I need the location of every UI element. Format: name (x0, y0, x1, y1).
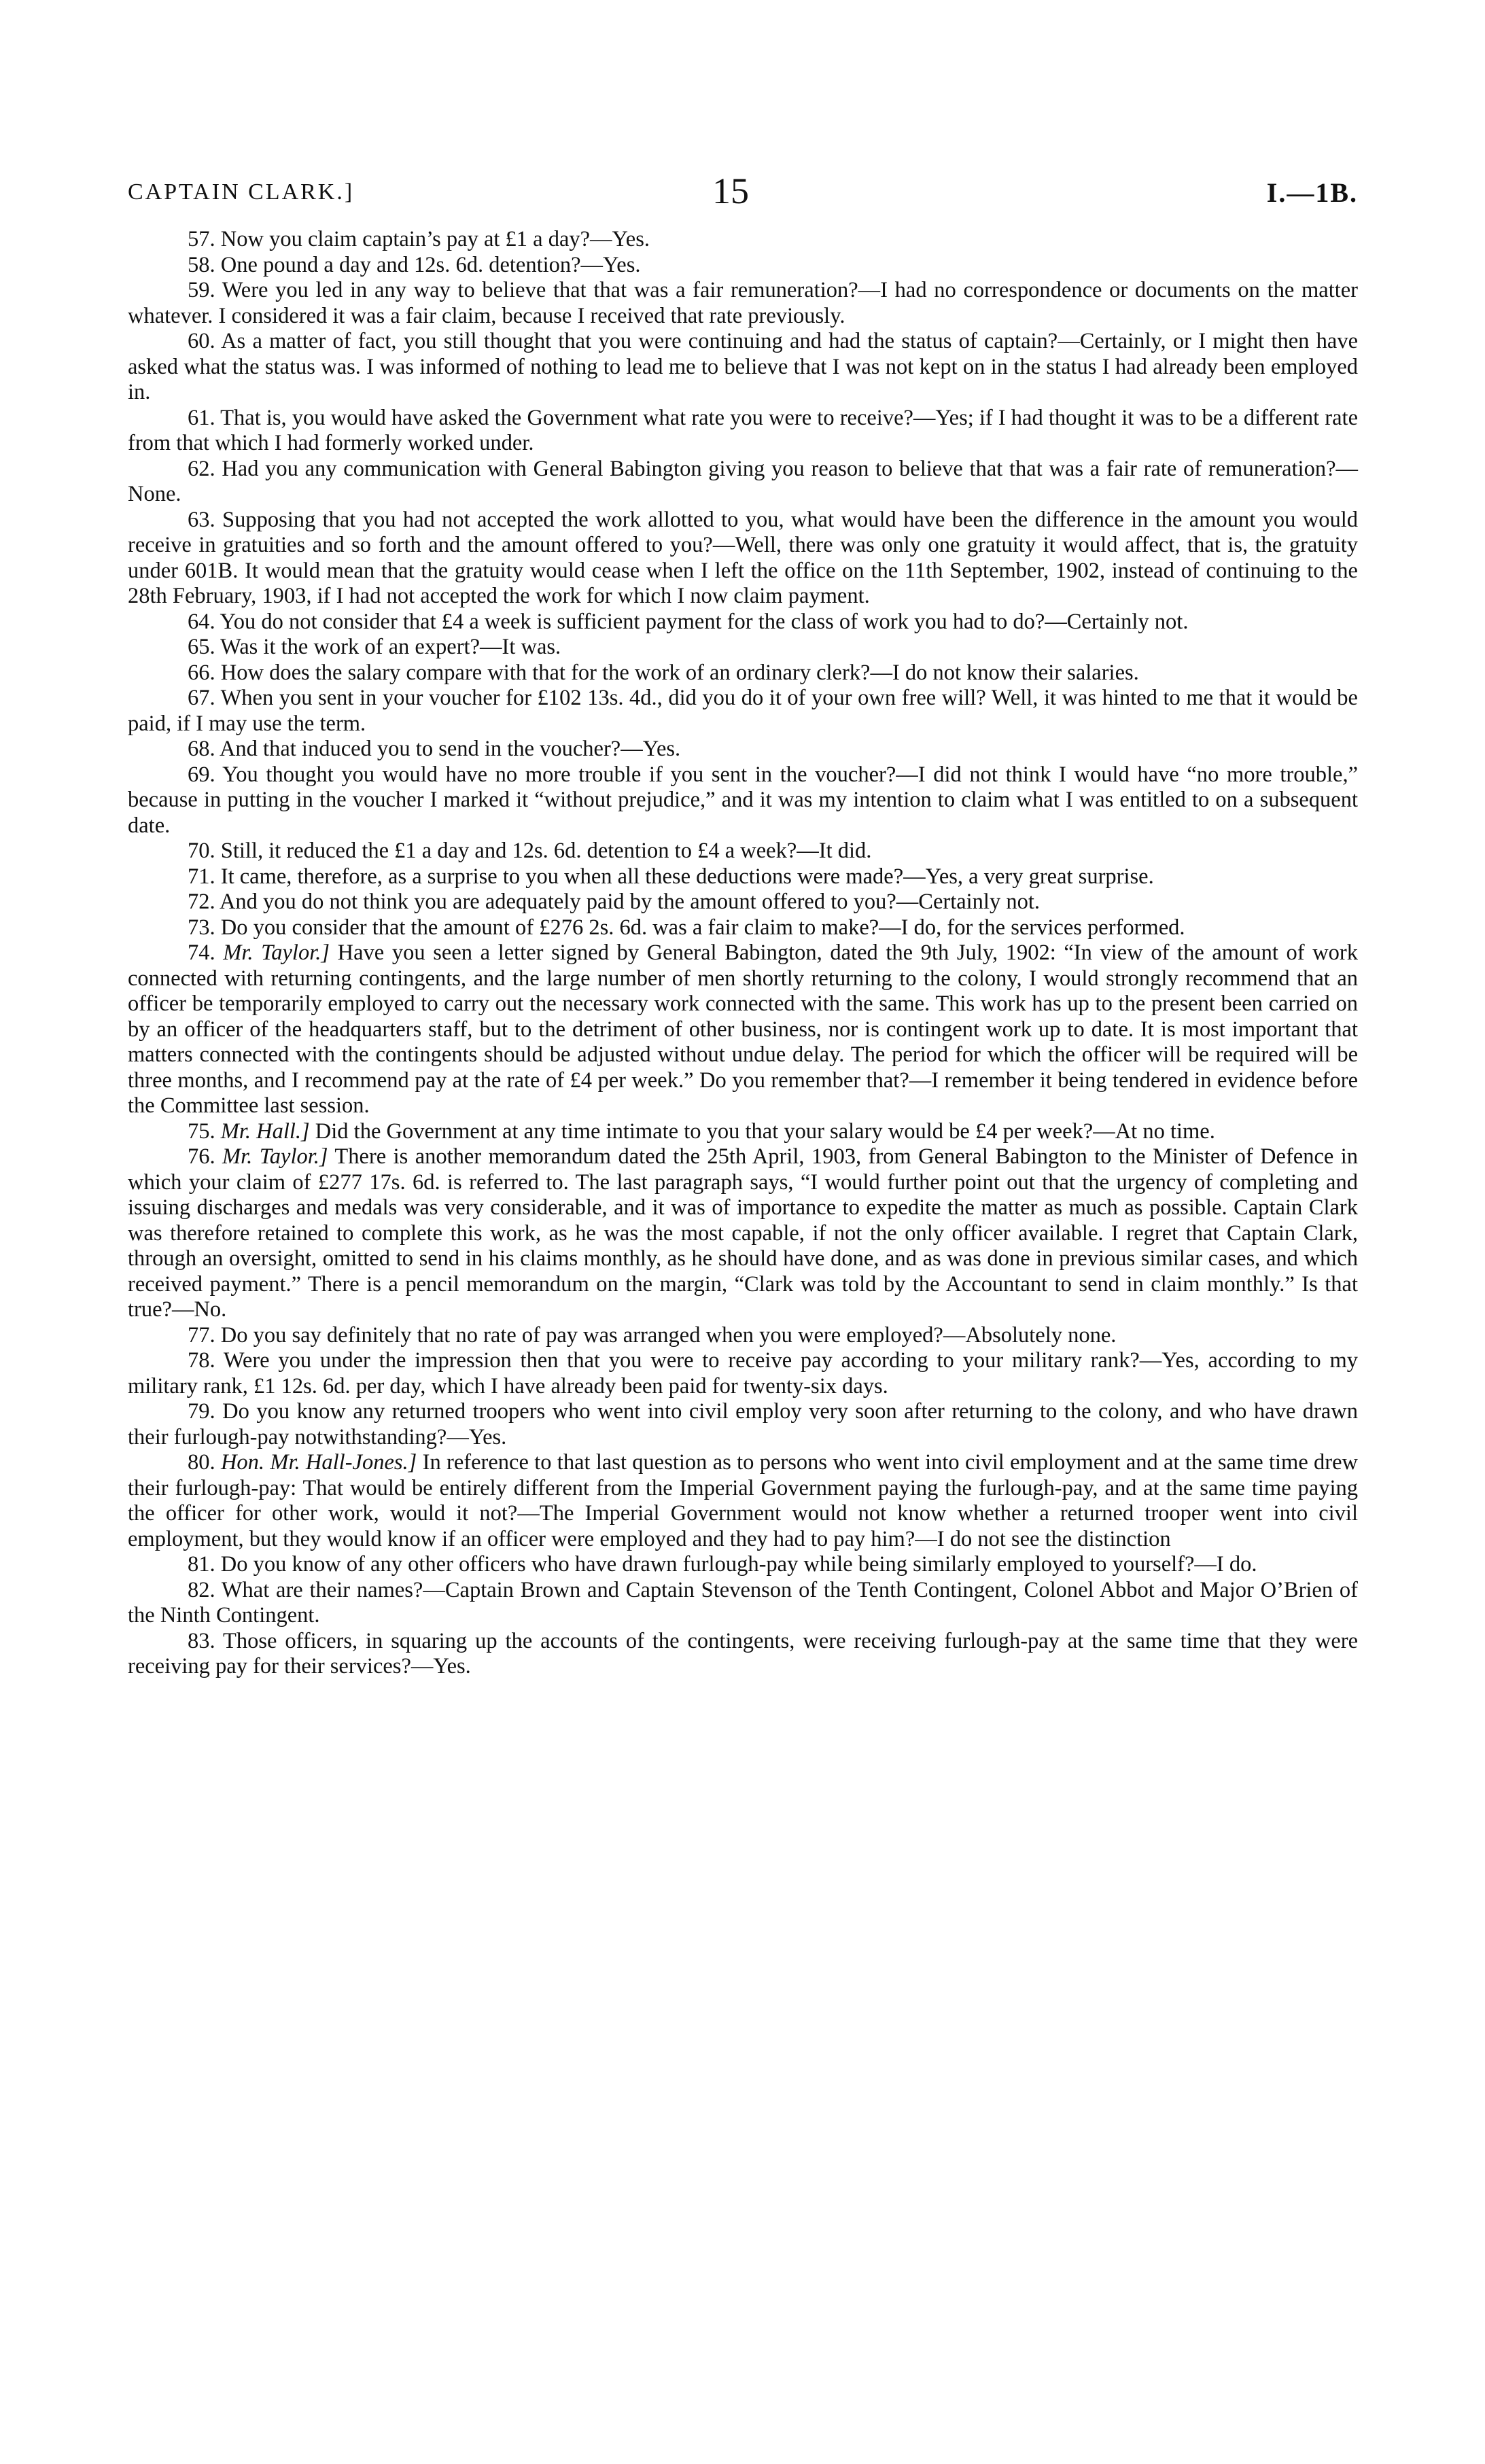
paragraph-60: 60. As a matter of fact, you still thought that you were continuing and had the status of captain?—Certainly, or I might then have asked what the status was. I was informed of nothing to lead me to believe that I was not kept on in the status I had already been employed in. (128, 329, 1358, 404)
paragraph-text: There is another memorandum dated the 25th April, 1903, from General Babington to the Minister of Defence in which your claim of £277 17s. 6d. is referred to. The last paragraph says, “I would further point out that the urgency of completing and issuing discharges and medals was very considerable, and it was of importance to expedite the matter as much as possible. Captain Clark was therefore retained to complete this work, as he was the most capable, if not the only officer available. I regret that Captain Clark, through an oversight, omitted to send in his claims monthly, as he should have done, and as was done in previous similar cases, and which received payment.” There is a pencil memorandum on the margin, “Clark was told by the Accountant to send in claim monthly.” Is that true?—No. (128, 1144, 1358, 1322)
paragraph-text: In reference to that last question as to persons who went into civil employment and at the same time drew their furlough-pay: That would be entirely different from the Imperial Government paying the furlough-pay, and at the same time paying the officer for other work, would it not?—The Imperial Government would not know whether a returned trooper went into civil employment, but they would know if an officer were employed and they had to pay him?—I do not see the distinction (128, 1450, 1359, 1551)
paragraph-81: 81. Do you know of any other officers who have drawn furlough-pay while being similarly employed to yourself?—I do. (188, 1552, 1257, 1577)
paragraph-83: 83. Those officers, in squaring up the accounts of the contingents, were receiving furlough-pay at the same time that they were receiving pay for their services?—Yes. (128, 1628, 1358, 1678)
paragraph-number: 74. (188, 940, 215, 965)
paragraph-64: 64. You do not consider that £4 a week is sufficient payment for the class of work you had to do?—Certainly not. (188, 609, 1189, 634)
paragraph-71: 71. It came, therefore, as a surprise to you when all these deductions were made?—Yes, a very great surprise. (188, 864, 1154, 889)
speaker-label: Mr. Hall.] (220, 1119, 310, 1144)
paragraph-66: 66. How does the salary compare with that for the work of an ordinary clerk?—I do not know their salaries. (188, 660, 1139, 685)
speaker-label: Hon. Mr. Hall-Jones.] (220, 1450, 417, 1475)
page-header (128, 170, 1358, 217)
running-head-right: I.—1B. (1266, 177, 1358, 208)
speaker-label: Mr. Taylor.] (222, 1144, 328, 1169)
paragraph-text: Have you seen a letter signed by General Babington, dated the 9th July, 1902: “In view of the amount of work connected with returning contingents, and the large number of men shortly returning to the colony, I would strongly recommend that an officer be temporarily employed to carry out the necessary work connected with the same. This work has up to the present been carried on by an officer of the headquarters staff, but to the detriment of other business, nor is contingent work up to date. It is most important that matters connected with the contingents should be adjusted without undue delay. The period for which the officer will be required will be three months, and I recommend pay at the rate of £4 per week.” Do you remember that?—I remember it being tendered in evidence before the Committee last session. (128, 940, 1359, 1118)
paragraph-number: 76. (188, 1144, 215, 1169)
paragraph-number: 80. (188, 1450, 215, 1475)
paragraph-72: 72. And you do not think you are adequately paid by the amount offered to you?—Certainly not. (188, 890, 1040, 914)
paragraph-text: Did the Government at any time intimate to you that your salary would be £4 per week?—At no time. (315, 1119, 1215, 1144)
paragraph-77: 77. Do you say definitely that no rate of pay was arranged when you were employed?—Absolutely none. (188, 1322, 1117, 1348)
paragraph-61: 61. That is, you would have asked the Government what rate you were to receive?—Yes; if I had thought it was to be a different rate from that which I had formerly worked under. (128, 405, 1359, 455)
paragraph-number: 75. (188, 1119, 215, 1144)
page-number: 15 (712, 171, 749, 211)
paragraph-80 (128, 1450, 1358, 1552)
paragraph-63: 63. Supposing that you had not accepted the work allotted to you, what would have been the difference in the amount you would receive in gratuities and so forth and the amount offered to you?—Well, there was only one gratuity it would affect, that is, the gratuity under 601B. It would mean that the gratuity would cease when I left the office on the 11th September, 1902, instead of continuing to the 28th February, 1903, if I had not accepted the work for which I now claim payment. (128, 507, 1358, 608)
paragraph-57: 57. Now you claim captain’s pay at £1 a day?—Yes. (188, 227, 650, 251)
paragraph-65: 65. Was it the work of an expert?—It was. (188, 635, 561, 659)
paragraph-70: 70. Still, it reduced the £1 a day and 12s. 6d. detention to £4 a week?—It did. (188, 839, 872, 863)
paragraph-59: 59. Were you led in any way to believe that that was a fair remuneration?—I had no correspondence or documents on the matter whatever. I considered it was a fair claim, because I received that rate previously. (128, 278, 1358, 328)
paragraph-79: 79. Do you know any returned troopers who went into civil employ very soon after returning to the colony, and who have drawn their furlough-pay notwithstanding?—Yes. (128, 1399, 1358, 1449)
running-head-left: CAPTAIN CLARK.] (128, 179, 355, 205)
paragraph-82: 82. What are their names?—Captain Brown and Captain Stevenson of the Tenth Contingent, Colonel Abbot and Major O’Brien of the Ninth Contingent. (128, 1577, 1358, 1627)
document-body (128, 227, 1358, 1680)
speaker-label: Mr. Taylor.] (223, 940, 330, 965)
paragraph-74 (128, 940, 1358, 1119)
paragraph-67: 67. When you sent in your voucher for £102 13s. 4d., did you do it of your own free will? Well, it was hinted to me that it would be paid, if I may use the term. (128, 686, 1358, 736)
paragraph-62: 62. Had you any communication with General Babington giving you reason to believe that that was a fair rate of remuneration?—None. (128, 456, 1358, 506)
paragraph-75 (128, 1119, 1358, 1145)
paragraph-68: 68. And that induced you to send in the voucher?—Yes. (188, 737, 681, 761)
paragraph-58: 58. One pound a day and 12s. 6d. detention?—Yes. (188, 252, 641, 277)
paragraph-73: 73. Do you consider that the amount of £276 2s. 6d. was a fair claim to make?—I do, for the services performed. (188, 915, 1185, 940)
paragraph-76 (128, 1144, 1358, 1323)
paragraph-78: 78. Were you under the impression then that you were to receive pay according to your military rank?—Yes, according to my military rank, £1 12s. 6d. per day, which I have already been paid for twenty-six days. (128, 1348, 1358, 1398)
paragraph-69: 69. You thought you would have no more trouble if you sent in the voucher?—I did not think I would have “no more trouble,” because in putting in the voucher I marked it “without prejudice,” and it was my intention to claim what I was entitled to on a subsequent date. (128, 762, 1358, 838)
